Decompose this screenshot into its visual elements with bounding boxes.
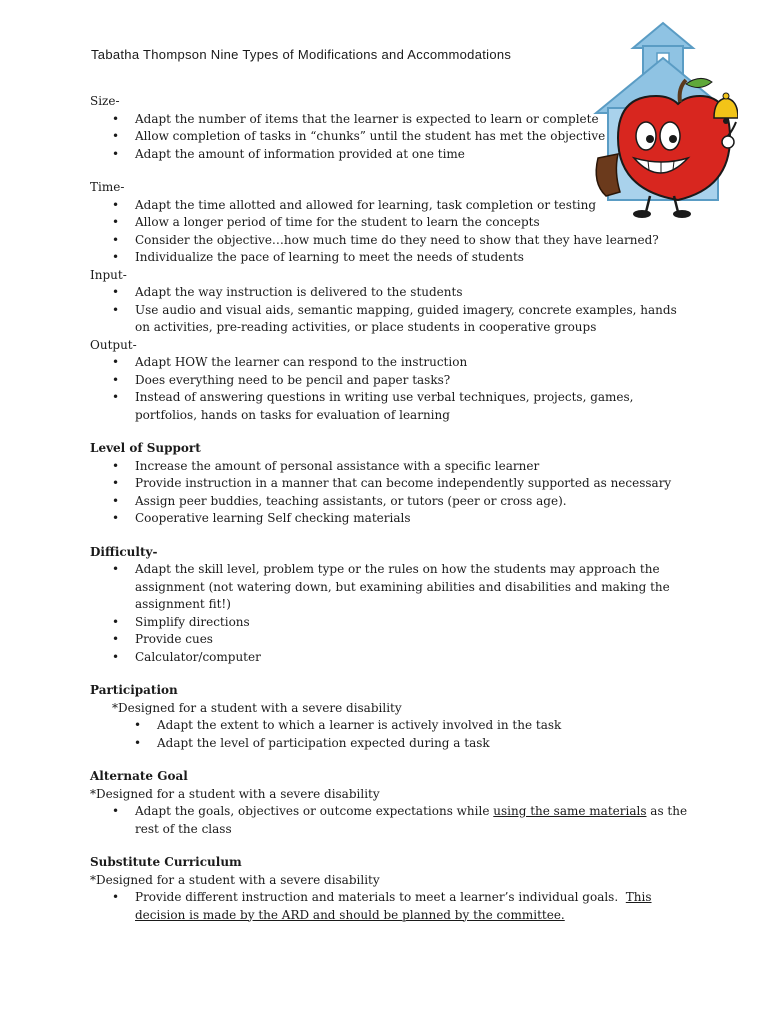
list-item: • Allow a longer period of time for the student to learn the concepts	[90, 214, 690, 232]
item-text: Adapt the goals, objectives or outcome expectations while	[135, 804, 494, 818]
participation-list	[90, 717, 690, 752]
input-list	[90, 284, 690, 337]
support-list	[90, 458, 690, 528]
list-item: • Adapt the level of participation expected during a task	[90, 735, 690, 753]
section-heading-substitute-curriculum: Substitute Curriculum	[90, 855, 242, 869]
list-item: • Adapt the number of items that the learner is expected to learn or complete	[90, 111, 690, 129]
document-title: Tabatha Thompson Nine Types of Modifications and Accommodations	[91, 47, 512, 62]
section-heading-input: Input-	[90, 267, 127, 282]
substitute-curriculum-note: *Designed for a student with a severe disability	[90, 872, 380, 887]
list-item: • Individualize the pace of learning to meet the needs of students	[90, 249, 690, 267]
item-text: as the rest of the class	[135, 804, 688, 836]
section-heading-level-of-support: Level of Support	[90, 441, 201, 455]
list-item: • Adapt the skill level, problem type or the rules on how the students may approach the assignment (not watering down, but examining abilities and disabilities and making the assignment fit!)	[90, 561, 690, 614]
list-item: • Adapt the way instruction is delivered to the students	[90, 284, 690, 302]
list-item: • Provide cues	[90, 631, 690, 649]
section-heading-alternate-goal: Alternate Goal	[90, 769, 188, 783]
list-item: • Instead of answering questions in writing use verbal techniques, projects, games, portfolios, hands on tasks for evaluation of learning	[90, 389, 690, 424]
item-text: Provide different instruction and materials to meet a learner’s individual goals.	[135, 890, 626, 904]
list-item	[90, 889, 690, 924]
time-list	[90, 197, 690, 267]
list-item: • Use audio and visual aids, semantic mapping, guided imagery, concrete examples, hands on activities, pre-reading activities, or place students in cooperative groups	[90, 302, 690, 337]
list-item: • Increase the amount of personal assistance with a specific learner	[90, 458, 690, 476]
list-item: • Cooperative learning Self checking materials	[90, 510, 690, 528]
participation-note: *Designed for a student with a severe disability	[112, 700, 402, 715]
list-item: • Adapt HOW the learner can respond to the instruction	[90, 354, 690, 372]
section-heading-time: Time-	[90, 180, 125, 194]
section-heading-output: Output-	[90, 337, 137, 352]
difficulty-list	[90, 561, 690, 666]
list-item: • Adapt the extent to which a learner is actively involved in the task	[90, 717, 690, 735]
document-body	[90, 93, 690, 924]
list-item: • Allow completion of tasks in “chunks” until the student has met the objective	[90, 128, 690, 146]
list-item: • Assign peer buddies, teaching assistants, or tutors (peer or cross age).	[90, 493, 690, 511]
list-item: • Does everything need to be pencil and paper tasks?	[90, 372, 690, 390]
underlined-text: using the same materials	[493, 804, 647, 818]
alternate-goal-list	[90, 803, 690, 838]
section-heading-size: Size-	[90, 94, 120, 108]
list-item: • Adapt the amount of information provided at one time	[90, 146, 690, 164]
section-heading-difficulty: Difficulty-	[90, 544, 158, 559]
list-item: • Adapt the time allotted and allowed for learning, task completion or testing	[90, 197, 690, 215]
substitute-curriculum-list	[90, 889, 690, 924]
underlined-text: This decision is made by the ARD and should be planned by the committee.	[135, 890, 652, 922]
output-list	[90, 354, 690, 424]
list-item	[90, 803, 690, 838]
list-item: • Simplify directions	[90, 614, 690, 632]
section-heading-participation: Participation	[90, 683, 178, 697]
alternate-goal-note: *Designed for a student with a severe disability	[90, 786, 380, 801]
list-item: • Provide instruction in a manner that can become independently supported as necessary	[90, 475, 690, 493]
list-item: • Consider the objective…how much time do they need to show that they have learned?	[90, 232, 690, 250]
list-item: • Calculator/computer	[90, 649, 690, 667]
size-list	[90, 111, 690, 164]
